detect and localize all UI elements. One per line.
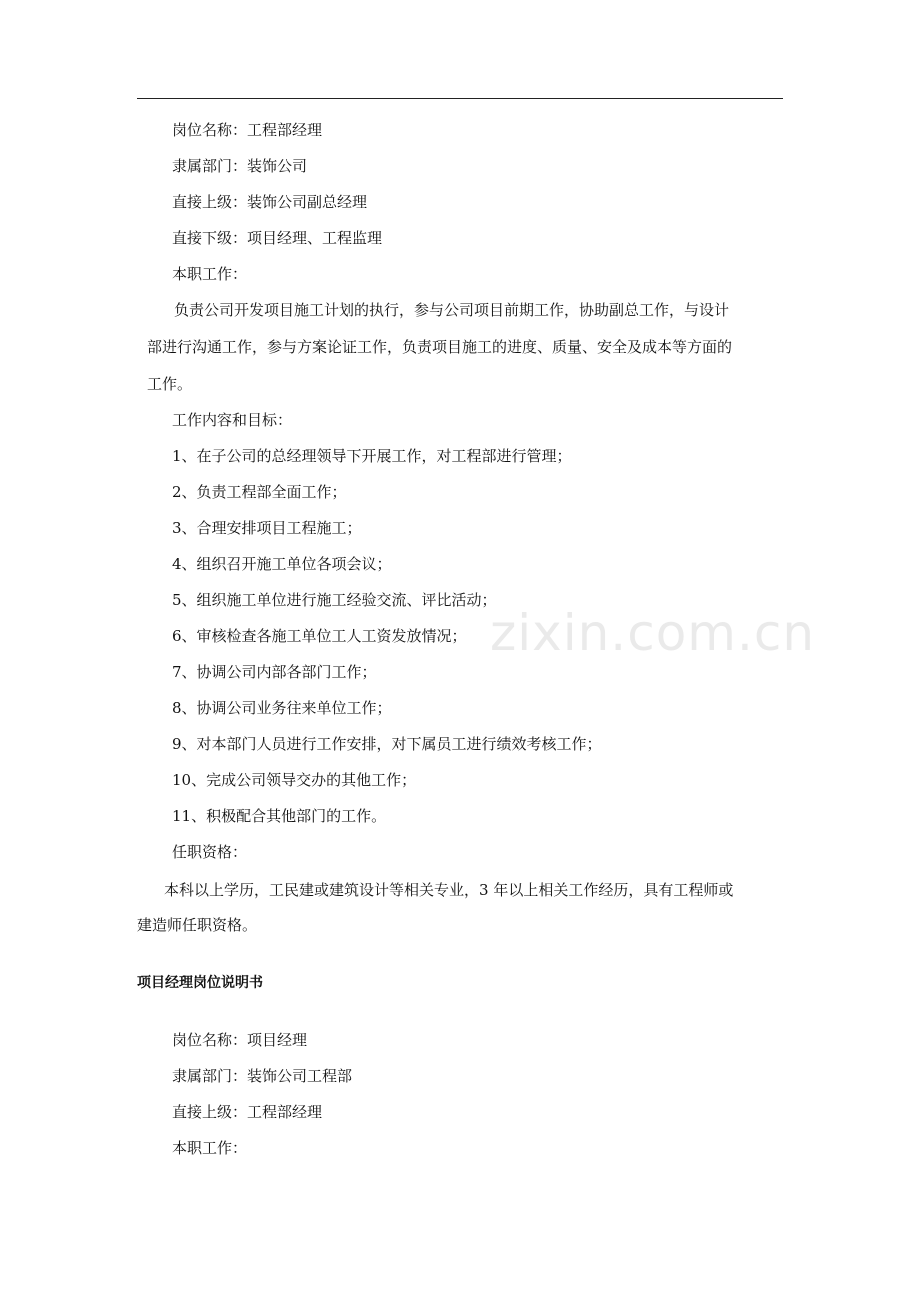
list-item: 2、负责工程部全面工作； bbox=[172, 483, 347, 501]
list-item: 4、组织召开施工单位各项会议； bbox=[172, 555, 392, 573]
list-item: 6、审核检查各施工单位工人工资发放情况； bbox=[172, 627, 467, 645]
list-item: 3、合理安排项目工程施工； bbox=[172, 519, 362, 537]
header-rule bbox=[137, 98, 783, 99]
qualification-label: 任职资格： bbox=[172, 843, 248, 861]
list-item: 1、在子公司的总经理领导下开展工作，对工程部进行管理； bbox=[172, 447, 572, 465]
list-item: 10、完成公司领导交办的其他工作； bbox=[172, 771, 417, 789]
field-position-name: 岗位名称：工程部经理 bbox=[172, 121, 323, 139]
field-direct-superior-2: 直接上级：工程部经理 bbox=[172, 1103, 323, 1121]
qualification-line-2: 建造师任职资格。 bbox=[137, 916, 258, 934]
field-department: 隶属部门：装饰公司 bbox=[172, 157, 308, 175]
duty-line-2: 部进行沟通工作，参与方案论证工作，负责项目施工的进度、质量、安全及成本等方面的 bbox=[147, 338, 733, 356]
qualification-line-1: 本科以上学历，工民建或建筑设计等相关专业，3 年以上相关工作经历，具有工程师或 bbox=[164, 881, 734, 899]
field-direct-superior: 直接上级：装饰公司副总经理 bbox=[172, 193, 368, 211]
list-item: 8、协调公司业务往来单位工作； bbox=[172, 699, 392, 717]
list-item: 9、对本部门人员进行工作安排，对下属员工进行绩效考核工作； bbox=[172, 735, 602, 753]
duty-line-3: 工作。 bbox=[147, 375, 193, 393]
field-department-2: 隶属部门：装饰公司工程部 bbox=[172, 1067, 353, 1085]
duty-line-1: 负责公司开发项目施工计划的执行，参与公司项目前期工作，协助副总工作，与设计 bbox=[174, 301, 730, 319]
duty-label-2: 本职工作： bbox=[172, 1139, 248, 1157]
list-item: 5、组织施工单位进行施工经验交流、评比活动； bbox=[172, 591, 497, 609]
list-item: 11、积极配合其他部门的工作。 bbox=[172, 807, 387, 825]
content-label: 工作内容和目标： bbox=[172, 411, 293, 429]
watermark: zixin.com.cn bbox=[490, 604, 816, 662]
list-item: 7、协调公司内部各部门工作； bbox=[172, 663, 377, 681]
section-title: 项目经理岗位说明书 bbox=[137, 975, 263, 991]
duty-label: 本职工作： bbox=[172, 265, 248, 283]
field-direct-subordinates: 直接下级：项目经理、工程监理 bbox=[172, 229, 383, 247]
field-position-name-2: 岗位名称：项目经理 bbox=[172, 1031, 308, 1049]
